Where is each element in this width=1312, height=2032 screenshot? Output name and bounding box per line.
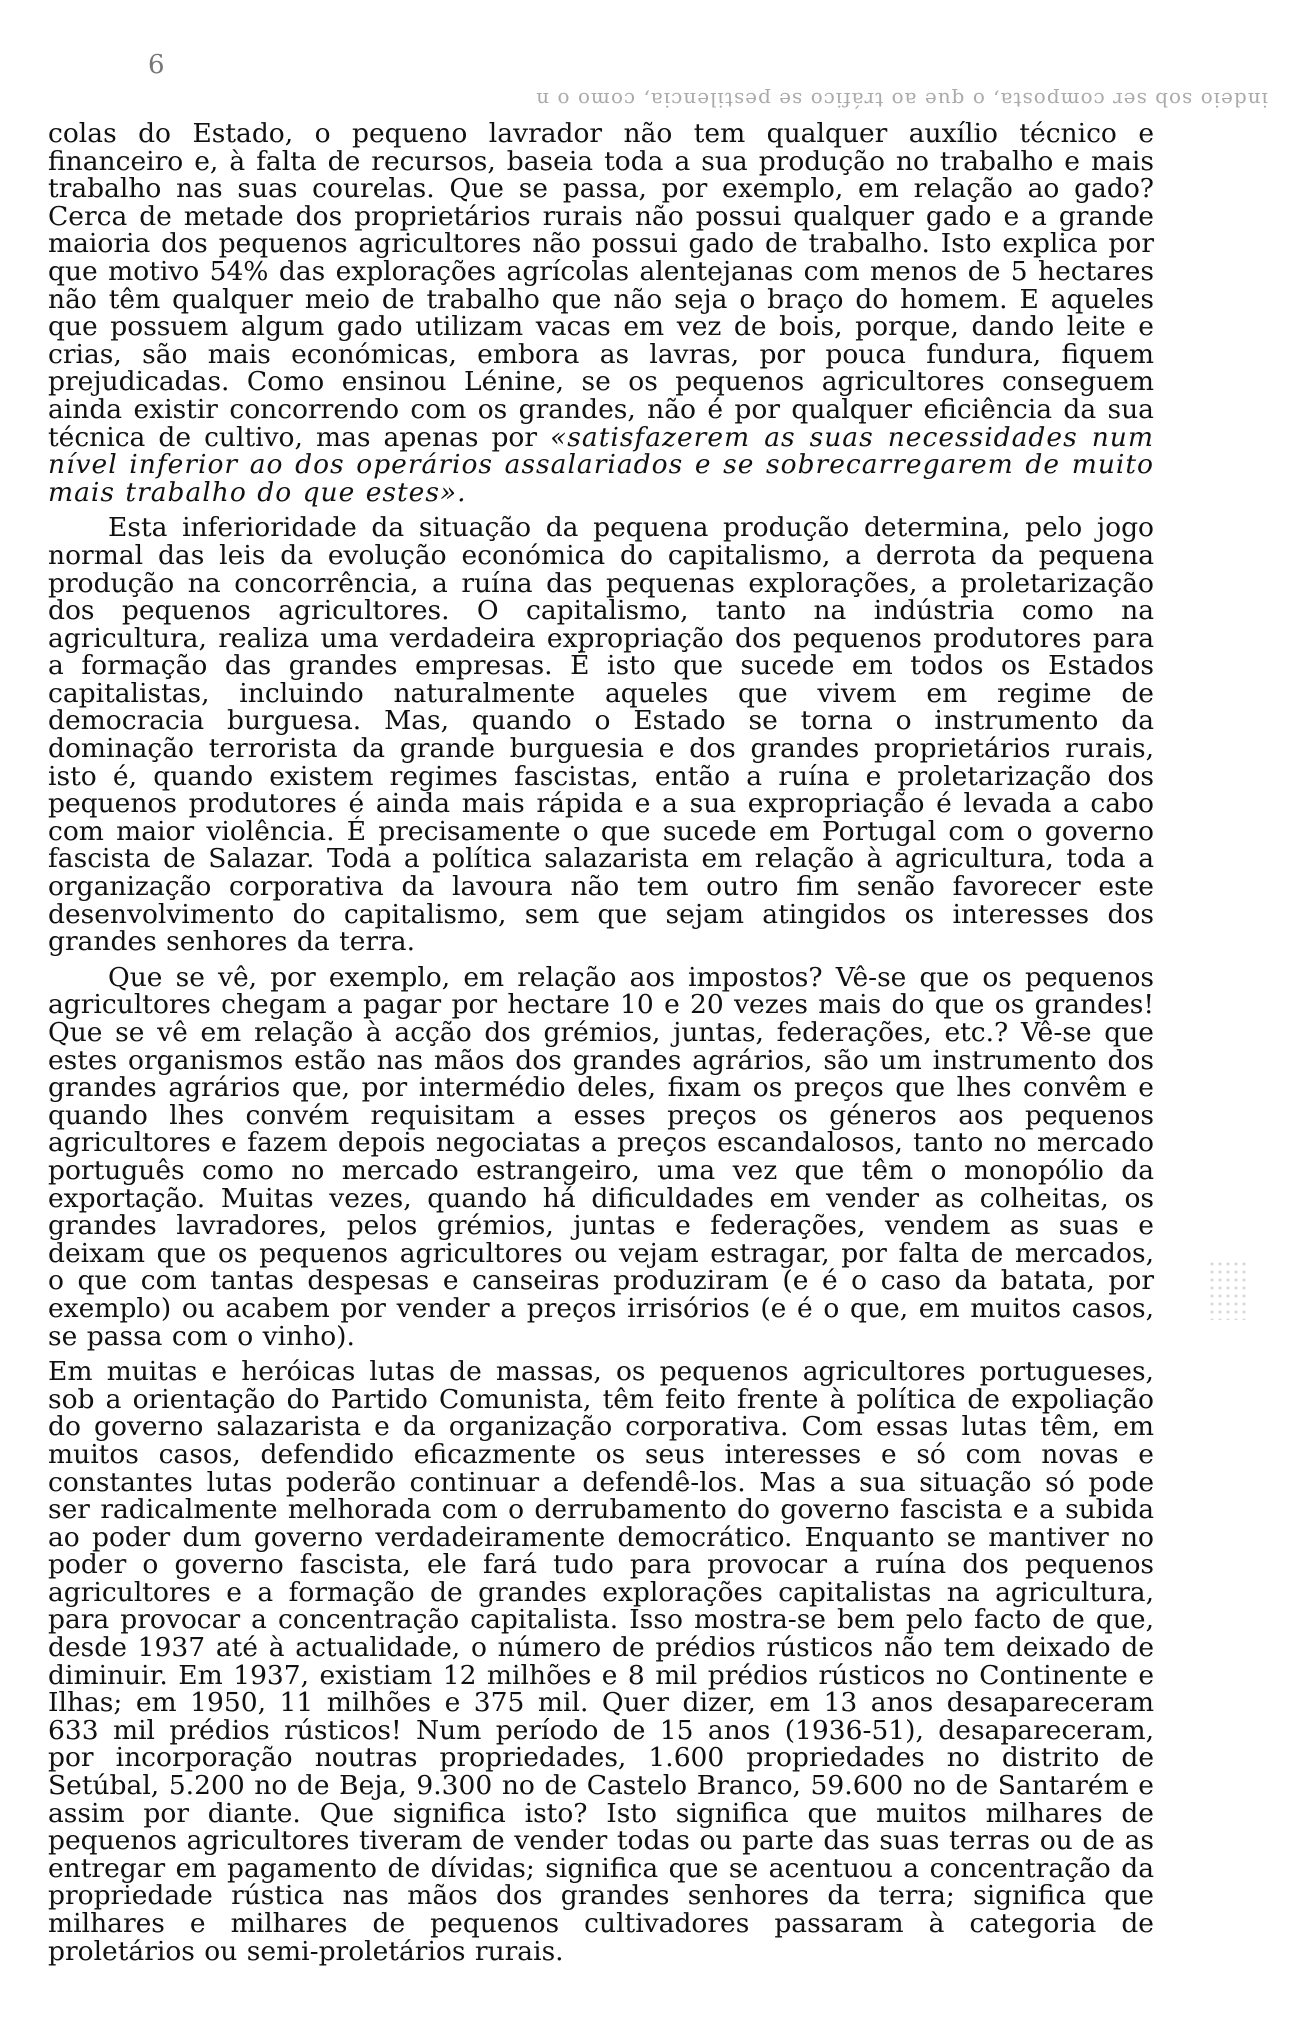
paragraph-3-text: Que se vê, por exemplo, em relação aos impostos? Vê-se que os pequenos agricultores chegam a pagar por hectare 10 e 20 vezes mais do que os grandes! Que se vê em relação à acção dos grémios, juntas, federações, etc.? Vê-se que estes organismos estão nas mãos dos grandes agrários, são um instrumento dos grandes agrários que, por intermédio deles, fixam os preços que lhes convêm e quando lhes convém requisitam a esses preços os géneros aos pequenos agricultores e fazem depois negociatas a preços escandalosos, tanto no mercado português como no mercado estrangeiro, uma vez que têm o monopólio da exportação. Muitas vezes, quando há dificuldades em vender as colheitas, os grandes lavradores, pelos grémios, juntas e federações, vendem as suas e deixam que os pequenos agricultores ou vejam estragar, por falta de mercados, o que com tantas despesas e canseiras produziram (e é o caso da batata, por exemplo) ou acabem por vender a preços irrisórios (e é o que, em muitos casos, se passa com o vinho). [48, 961, 1154, 1352]
paragraph-2-text: Esta inferioridade da situação da pequena produção determina, pelo jogo normal das leis da evolução económica do capitalismo, a derrota da pequena produção na concorrência, a ruína das pequenas explorações, a proletarização dos pequenos agricultores. O capitalismo, tanto na indústria como na agricultura, realiza uma verdadeira expropriação dos pequenos produtores para a formação das grandes empresas. É isto que sucede em todos os Estados capitalistas, incluindo naturalmente aqueles que vivem em regime de democracia burguesa. Mas, quando o Estado se torna o instrumento da dominação terrorista da grande burguesia e dos grandes proprietários rurais, isto é, quando existem regimes fascistas, então a ruína e proletarização dos pequenos produtores é ainda mais rápida e a sua expropriação é levada a cabo com maior violência. É precisamente o que sucede em Portugal com o governo fascista de Salazar. Toda a política salazarista em relação à agricultura, toda a organização corporativa da lavoura não tem outro fim senão favorecer este desenvolvimento do capitalismo, sem que sejam atingidos os interesses dos grandes senhores da terra. [48, 512, 1154, 958]
paragraph-4 [48, 1358, 1154, 1965]
body-text [48, 120, 1154, 1965]
paragraph-3 [48, 961, 1154, 1352]
paragraph-1-text: colas do Estado, o pequeno lavrador não tem qualquer auxílio técnico e financeiro e, à falta de recursos, baseia toda a sua produção no trabalho e mais trabalho nas suas courelas. Que se passa, por exemplo, em relação ao gado? Cerca de metade dos proprietários rurais não possui qualquer gado e a grande maioria dos pequenos agricultores não possui gado de trabalho. Isto explica por que motivo 54% das explorações agrícolas alentejanas com menos de 5 hectares não têm qualquer meio de trabalho que não seja o braço do homem. E aqueles que possuem algum gado utilizam vacas em vez de bois, porque, dando leite e crias, são mais económicas, embora as lavras, por pouca fundura, fiquem prejudicadas. Como ensinou Lénine, se os pequenos agricultores conseguem ainda existir concorrendo com os grandes, não é por qualquer eficiência da sua técnica de cultivo, mas apenas por [48, 118, 1154, 453]
page-mark: 6 [148, 50, 165, 80]
scan-speckle [1208, 1260, 1248, 1320]
paragraph-4-text: Em muitas e heróicas lutas de massas, os pequenos agricultores portugueses, sob a orientação do Partido Comunista, têm feito frente à política de expoliação do governo salazarista e da organização corporativa. Com essas lutas têm, em muitos casos, defendido eficazmente os seus interesses e só com novas e constantes lutas poderão continuar a defendê-los. Mas a sua situação só pode ser radicalmente melhorada com o derrubamento do governo fascista e a subida ao poder dum governo verdadeiramente democrático. Enquanto se mantiver no poder o governo fascista, ele fará tudo para provocar a ruína dos pequenos agricultores e a formação de grandes explorações capitalistas na agricultura, para provocar a concentração capitalista. Isso mostra-se bem pelo facto de que, desde 1937 até à actualidade, o número de prédios rústicos não tem deixado de diminuir. Em 1937, existiam 12 milhões e 8 mil prédios rústicos no Continente e Ilhas; em 1950, 11 milhões e 375 mil. Quer dizer, em 13 anos desapareceram 633 mil prédios rústicos! Num período de 15 anos (1936-51), desapareceram, por incorporação noutras propriedades, 1.600 propriedades no distrito de Setúbal, 5.200 no de Beja, 9.300 no de Castelo Branco, 59.600 no de Santarém e assim por diante. Que significa isto? Isto significa que muitos milhares de pequenos agricultores tiveram de vender todas ou parte das suas terras ou de as entregar em pagamento de dívidas; significa que se acentuou a concentração da propriedade rústica nas mãos dos grandes senhores da terra; significa que milhares e milhares de pequenos cultivadores passaram à categoria de proletários ou semi-proletários rurais. [48, 1356, 1154, 1967]
lenin-quote: «satisfazerem as suas necessidades num nível inferior ao dos operários assalariados e se sobrecarregarem de muito mais trabalho do que estes». [48, 421, 1154, 508]
paragraph-2 [48, 514, 1154, 956]
bleed-through-text: indeio sob ser composta, o que ao tráfico se pestilencia, como o n [535, 88, 1268, 112]
paragraph-1 [48, 120, 1154, 506]
